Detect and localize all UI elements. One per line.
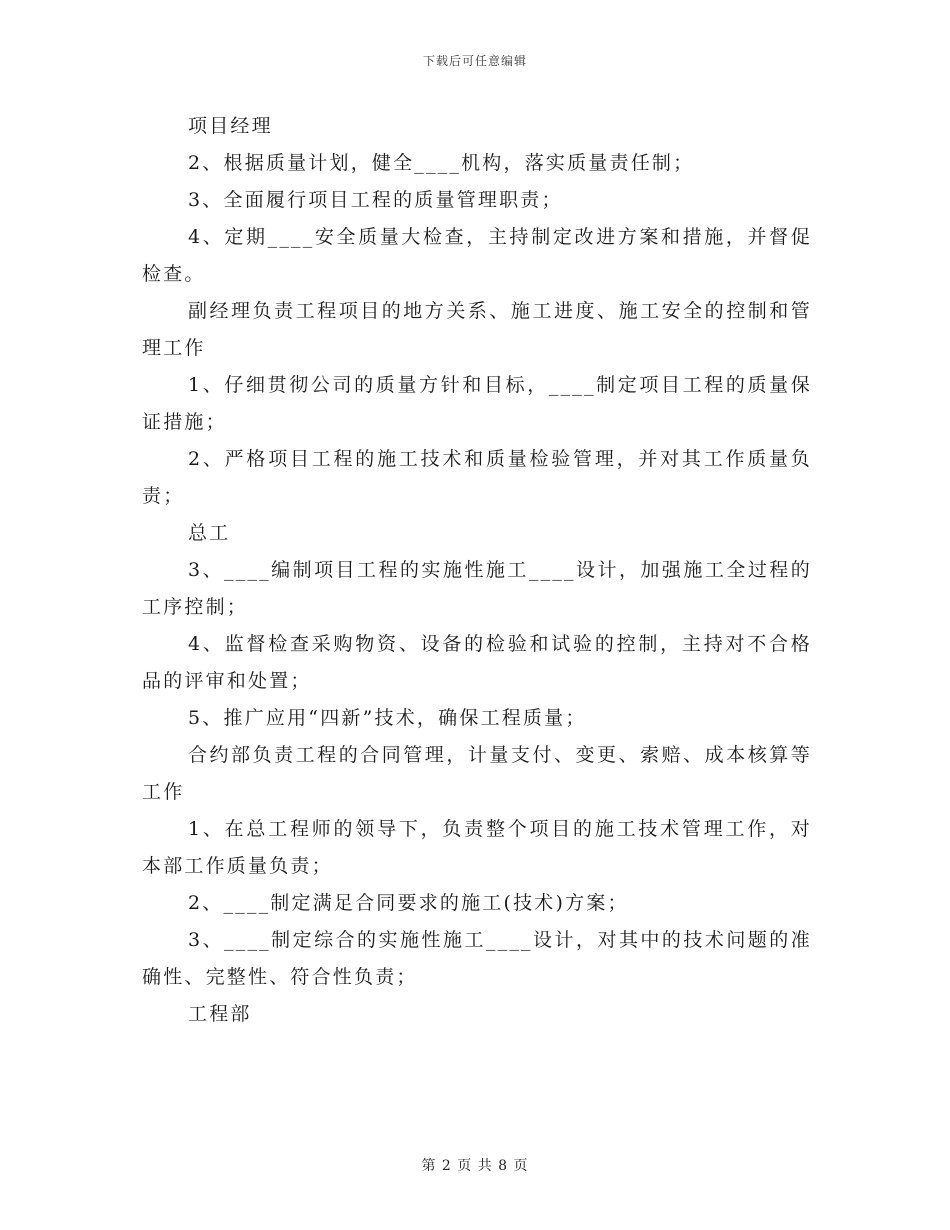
paragraph: 1、在总工程师的领导下，负责整个项目的施工技术管理工作，对本部工作质量负责；	[142, 818, 812, 877]
paragraph-heading-chief-engineer: 总工	[188, 522, 231, 544]
paragraph: 2、____制定满足合同要求的施工(技术)方案；	[188, 892, 629, 914]
page-header: 下载后可任意编辑	[422, 54, 527, 68]
paragraph-heading-engineering-department: 工程部	[188, 1003, 252, 1025]
paragraph: 2、根据质量计划，健全____机构，落实质量责任制；	[188, 152, 695, 174]
paragraph: 4、定期____安全质量大检查，主持制定改进方案和措施，并督促检查。	[142, 226, 812, 285]
paragraph: 1、仔细贯彻公司的质量方针和目标，____制定项目工程的质量保证措施；	[142, 374, 812, 433]
paragraph-heading-contract-department: 合约部负责工程的合同管理，计量支付、变更、索赔、成本核算等工作	[142, 744, 812, 803]
page-footer: 第 2 页 共 8 页	[421, 1158, 529, 1174]
paragraph: 3、____编制项目工程的实施性施工____设计，加强施工全过程的工序控制；	[142, 559, 812, 618]
paragraph-heading-project-manager: 项目经理	[188, 115, 273, 137]
document-body	[142, 108, 812, 1033]
paragraph: 4、监督检查采购物资、设备的检验和试验的控制，主持对不合格品的评审和处置；	[142, 633, 812, 692]
paragraph: 3、全面履行项目工程的质量管理职责；	[188, 189, 563, 211]
paragraph: 3、____制定综合的实施性施工____设计，对其中的技术问题的准确性、完整性、符合性负责；	[142, 929, 812, 988]
paragraph-heading-deputy-manager: 副经理负责工程项目的地方关系、施工进度、施工安全的控制和管理工作	[142, 300, 812, 359]
paragraph: 5、推广应用“四新”技术，确保工程质量；	[188, 707, 587, 729]
paragraph: 2、严格项目工程的施工技术和质量检验管理，并对其工作质量负责；	[142, 448, 812, 507]
